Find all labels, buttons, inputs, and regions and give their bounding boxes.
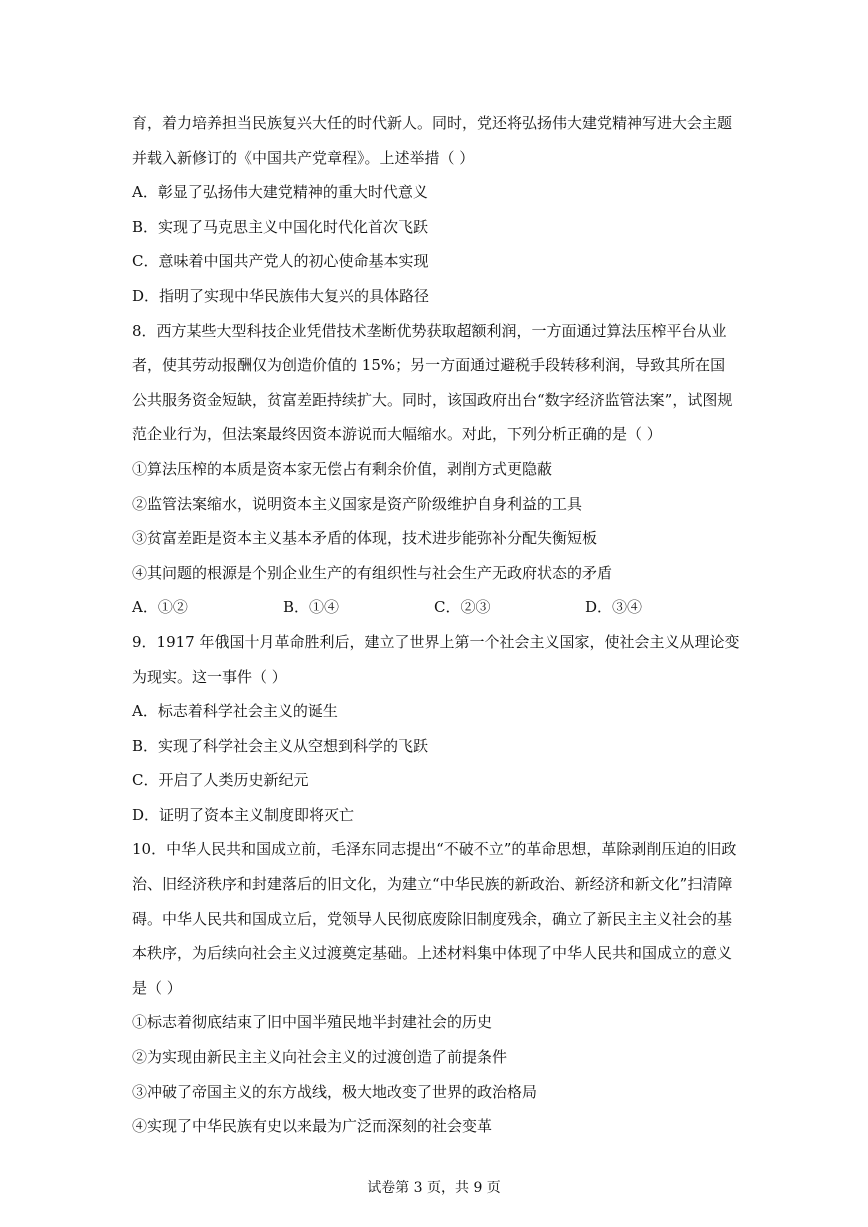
question-7-option-d: D．指明了实现中华民族伟大复兴的具体路径 (132, 286, 430, 305)
question-7 (132, 106, 732, 314)
question-8-line-3: 公共服务资金短缺，贫富差距持续扩大。同时，该国政府出台“数字经济监管法案”，试图规 (132, 390, 733, 409)
question-8-statement-3: ③贫富差距是资本主义基本矛盾的体现，技术进步能弥补分配失衡短板 (132, 529, 598, 548)
question-8-line-1: 8．西方某些大型科技企业凭借技术垄断优势获取超额利润，一方面通过算法压榨平台从业 (132, 321, 727, 340)
question-8-statement-1: ①算法压榨的本质是资本家无偿占有剩余价值，剥削方式更隐蔽 (132, 459, 553, 478)
page-content (132, 106, 740, 1144)
question-10-line-4: 本秩序，为后续向社会主义过渡奠定基础。上述材料集中体现了中华人民共和国成立的意义 (132, 944, 733, 963)
question-8-choice-a: A．①② (132, 598, 188, 617)
question-7-option-c: C．意味着中国共产党人的初心使命基本实现 (132, 252, 429, 271)
question-8-statement-2: ②监管法案缩水，说明资本主义国家是资产阶级维护自身利益的工具 (132, 494, 583, 513)
question-8-choice-c: C．②③ (434, 598, 491, 617)
question-9-line-2: 为现实。这一事件（ ） (132, 667, 287, 686)
question-10-statement-2: ②为实现由新民主主义向社会主义的过渡创造了前提条件 (132, 1048, 508, 1067)
question-10 (132, 832, 737, 1143)
question-7-option-b: B．实现了马克思主义中国化时代化首次飞跃 (132, 217, 429, 236)
page-footer: 试卷第 3 页，共 9 页 (367, 1180, 501, 1196)
question-9-option-b: B．实现了科学社会主义从空想到科学的飞跃 (132, 736, 429, 755)
question-8-statement-4: ④其问题的根源是个别企业生产的有组织性与社会生产无政府状态的矛盾 (132, 563, 613, 582)
question-8-line-4: 范企业行为，但法案最终因资本游说而大幅缩水。对此，下列分析正确的是（ ） (132, 425, 662, 444)
question-9 (132, 625, 740, 833)
question-10-line-1: 10．中华人民共和国成立前，毛泽东同志提出“不破不立”的革命思想，革除剥削压迫的旧政 (132, 840, 737, 859)
question-7-option-a: A．彰显了弘扬伟大建党精神的重大时代意义 (132, 183, 428, 202)
question-10-line-3: 碍。中华人民共和国成立后，党领导人民彻底废除旧制度残余，确立了新民主主义社会的基 (132, 909, 733, 928)
question-7-line-2: 并载入新修订的《中国共产党章程》。上述举措（ ） (132, 148, 475, 167)
question-9-option-a: A．标志着科学社会主义的诞生 (132, 702, 338, 721)
question-10-line-5: 是（ ） (132, 978, 182, 997)
question-9-option-d: D．证明了资本主义制度即将灭亡 (132, 805, 355, 824)
question-8-line-2: 者，使其劳动报酬仅为创造价值的 15%；另一方面通过避税手段转移利润，导致其所在国 (132, 356, 726, 375)
question-10-statement-1: ①标志着彻底结束了旧中国半殖民地半封建社会的历史 (132, 1013, 493, 1032)
question-8 (132, 314, 732, 625)
question-10-line-2: 治、旧经济秩序和封建落后的旧文化，为建立“中华民族的新政治、新经济和新文化”扫清障 (132, 875, 733, 894)
question-8-choices (132, 590, 732, 625)
question-9-option-c: C．开启了人类历史新纪元 (132, 771, 309, 790)
question-8-choice-b: B．①④ (283, 598, 340, 617)
question-9-line-1: 9．1917 年俄国十月革命胜利后，建立了世界上第一个社会主义国家，使社会主义从理论变 (132, 632, 740, 651)
question-7-line-1: 育，着力培养担当民族复兴大任的时代新人。同时，党还将弘扬伟大建党精神写进大会主题 (132, 114, 733, 132)
question-10-statement-3: ③冲破了帝国主义的东方战线，极大地改变了世界的政治格局 (132, 1082, 538, 1101)
question-8-choice-d: D．③④ (585, 598, 643, 617)
question-10-statement-4: ④实现了中华民族有史以来最为广泛而深刻的社会变革 (132, 1117, 493, 1136)
